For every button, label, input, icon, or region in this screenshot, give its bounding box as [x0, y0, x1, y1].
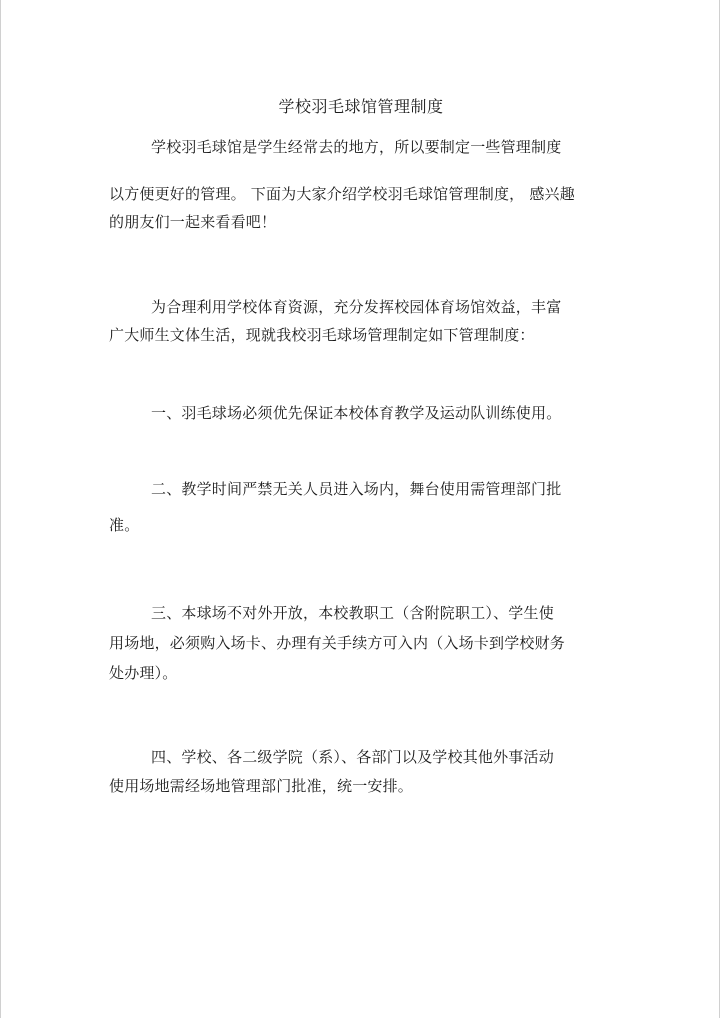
- rule-1-line-1: 一、羽毛球场必须优先保证本校体育教学及运动队训练使用。: [151, 404, 562, 422]
- rule-4-line-2: 使用场地需经场地管理部门批准，统一安排。: [109, 777, 414, 795]
- rule-4-line-1: 四、学校、各二级学院（系）、各部门以及学校其他外事活动: [151, 748, 554, 766]
- intro-line-2: 以方便更好的管理。 下面为大家介绍学校羽毛球馆管理制度， 感兴趣: [109, 185, 575, 203]
- document-title: 学校羽毛球馆管理制度: [278, 97, 444, 116]
- rule-3-line-1: 三、本球场不对外开放，本校教职工（含附院职工）、学生使: [151, 604, 554, 622]
- preface-line-2: 广大师生文体生活，现就我校羽毛球场管理制定如下管理制度：: [109, 326, 535, 344]
- preface-line-1: 为合理利用学校体育资源，充分发挥校园体育场馆效益，丰富: [151, 298, 562, 316]
- intro-line-1: 学校羽毛球馆是学生经常去的地方，所以要制定一些管理制度: [151, 138, 562, 156]
- intro-line-3: 的朋友们一起来看看吧！: [109, 213, 277, 231]
- rule-2-line-1: 二、教学时间严禁无关人员进入场内，舞台使用需管理部门批: [151, 480, 562, 498]
- rule-3-line-2: 用场地，必须购入场卡、办理有关手续方可入内（入场卡到学校财务: [109, 634, 566, 652]
- rule-2-line-2: 准。: [109, 516, 140, 534]
- rule-3-line-3: 处办理）。: [109, 664, 178, 682]
